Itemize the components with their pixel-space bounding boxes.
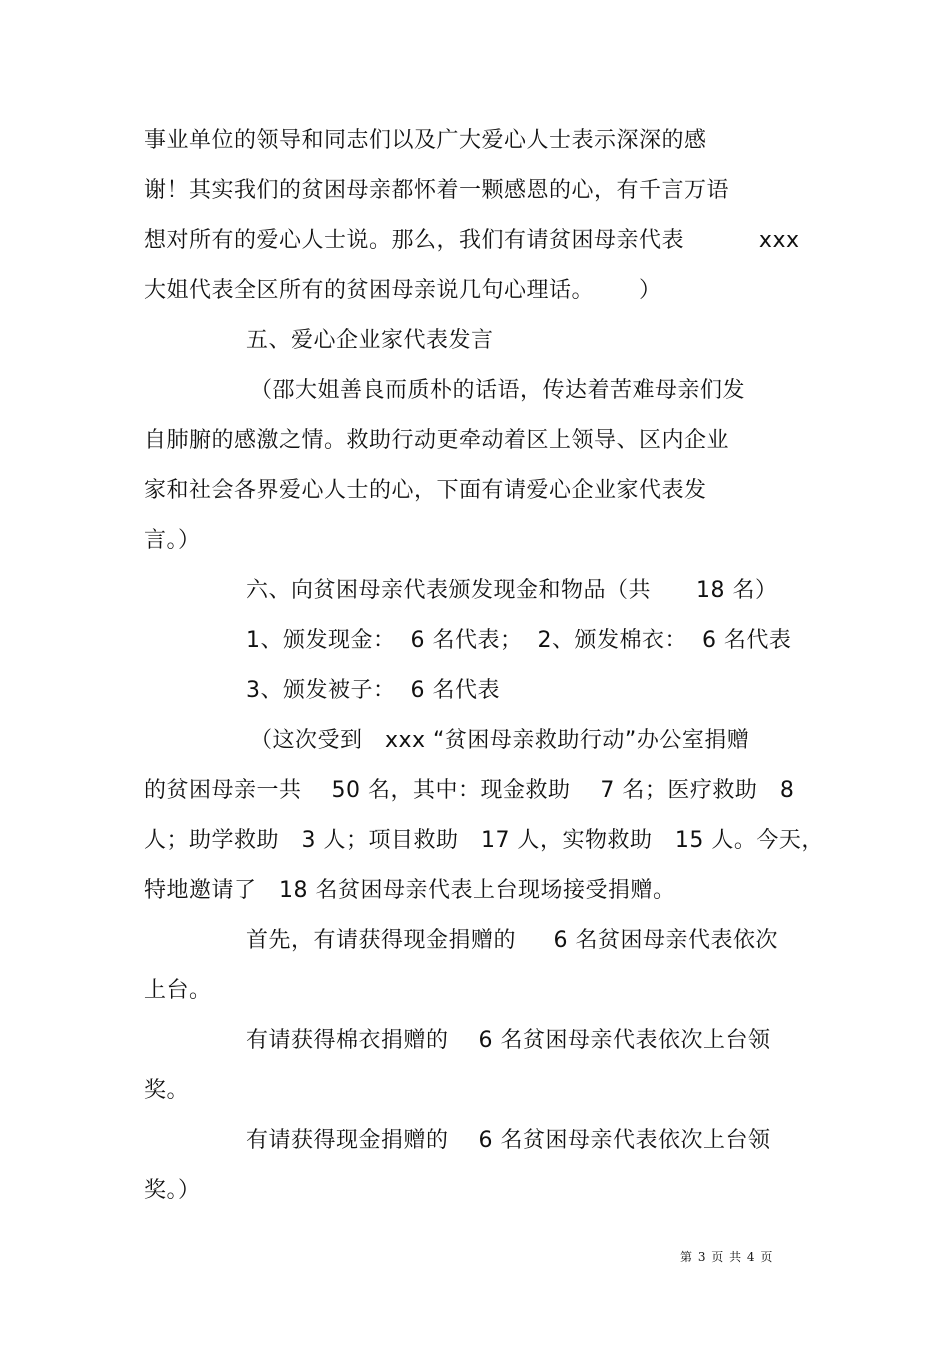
- text-line: 谢！其实我们的贫困母亲都怀着一颗感恩的心，有千言万语: [144, 178, 730, 203]
- section-heading: 六、向贫困母亲代表颁发现金和物品（共 18 名）: [246, 578, 778, 603]
- text-line: 奖。: [144, 1078, 190, 1103]
- text-line: 有请获得现金捐赠的 6 名贫困母亲代表依次上台领: [246, 1128, 771, 1153]
- page-number: 第 3 页 共 4 页: [680, 1250, 774, 1264]
- text-line: 的贫困母亲一共 50 名，其中：现金救助 7 名；医疗救助 8: [144, 778, 795, 803]
- text-line: 事业单位的领导和同志们以及广大爱心人士表示深深的感: [144, 128, 707, 153]
- text-line: 大姐代表全区所有的贫困母亲说几句心理话。 ）: [144, 278, 662, 303]
- text-line: 上台。: [144, 978, 212, 1003]
- text-line: 特地邀请了 18 名贫困母亲代表上台现场接受捐赠。: [144, 878, 676, 903]
- text-line: 想对所有的爱心人士说。那么，我们有请贫困母亲代表 xxx: [144, 228, 800, 253]
- text-line: 人；助学救助 3 人；项目救助 17 人，实物救助 15 人。今天，: [144, 828, 824, 853]
- text-line: 自肺腑的感激之情。救助行动更牵动着区上领导、区内企业: [144, 428, 730, 453]
- section-heading: 五、爱心企业家代表发言: [246, 328, 494, 353]
- text-line: 奖。）: [144, 1178, 201, 1203]
- text-line: 首先，有请获得现金捐赠的 6 名贫困母亲代表依次: [246, 928, 778, 953]
- text-line: （邵大姐善良而质朴的话语，传达着苦难母亲们发: [250, 378, 746, 403]
- text-line: 有请获得棉衣捐赠的 6 名贫困母亲代表依次上台领: [246, 1028, 771, 1053]
- text-line: 家和社会各界爱心人士的心，下面有请爱心企业家代表发: [144, 478, 707, 503]
- list-item: 1、颁发现金： 6 名代表； 2、颁发棉衣： 6 名代表: [246, 628, 792, 653]
- text-line: （这次受到 xxx “贫困母亲救助行动”办公室捐赠: [250, 728, 750, 753]
- list-item: 3、颁发被子： 6 名代表: [246, 678, 500, 703]
- text-line: 言。）: [144, 528, 201, 553]
